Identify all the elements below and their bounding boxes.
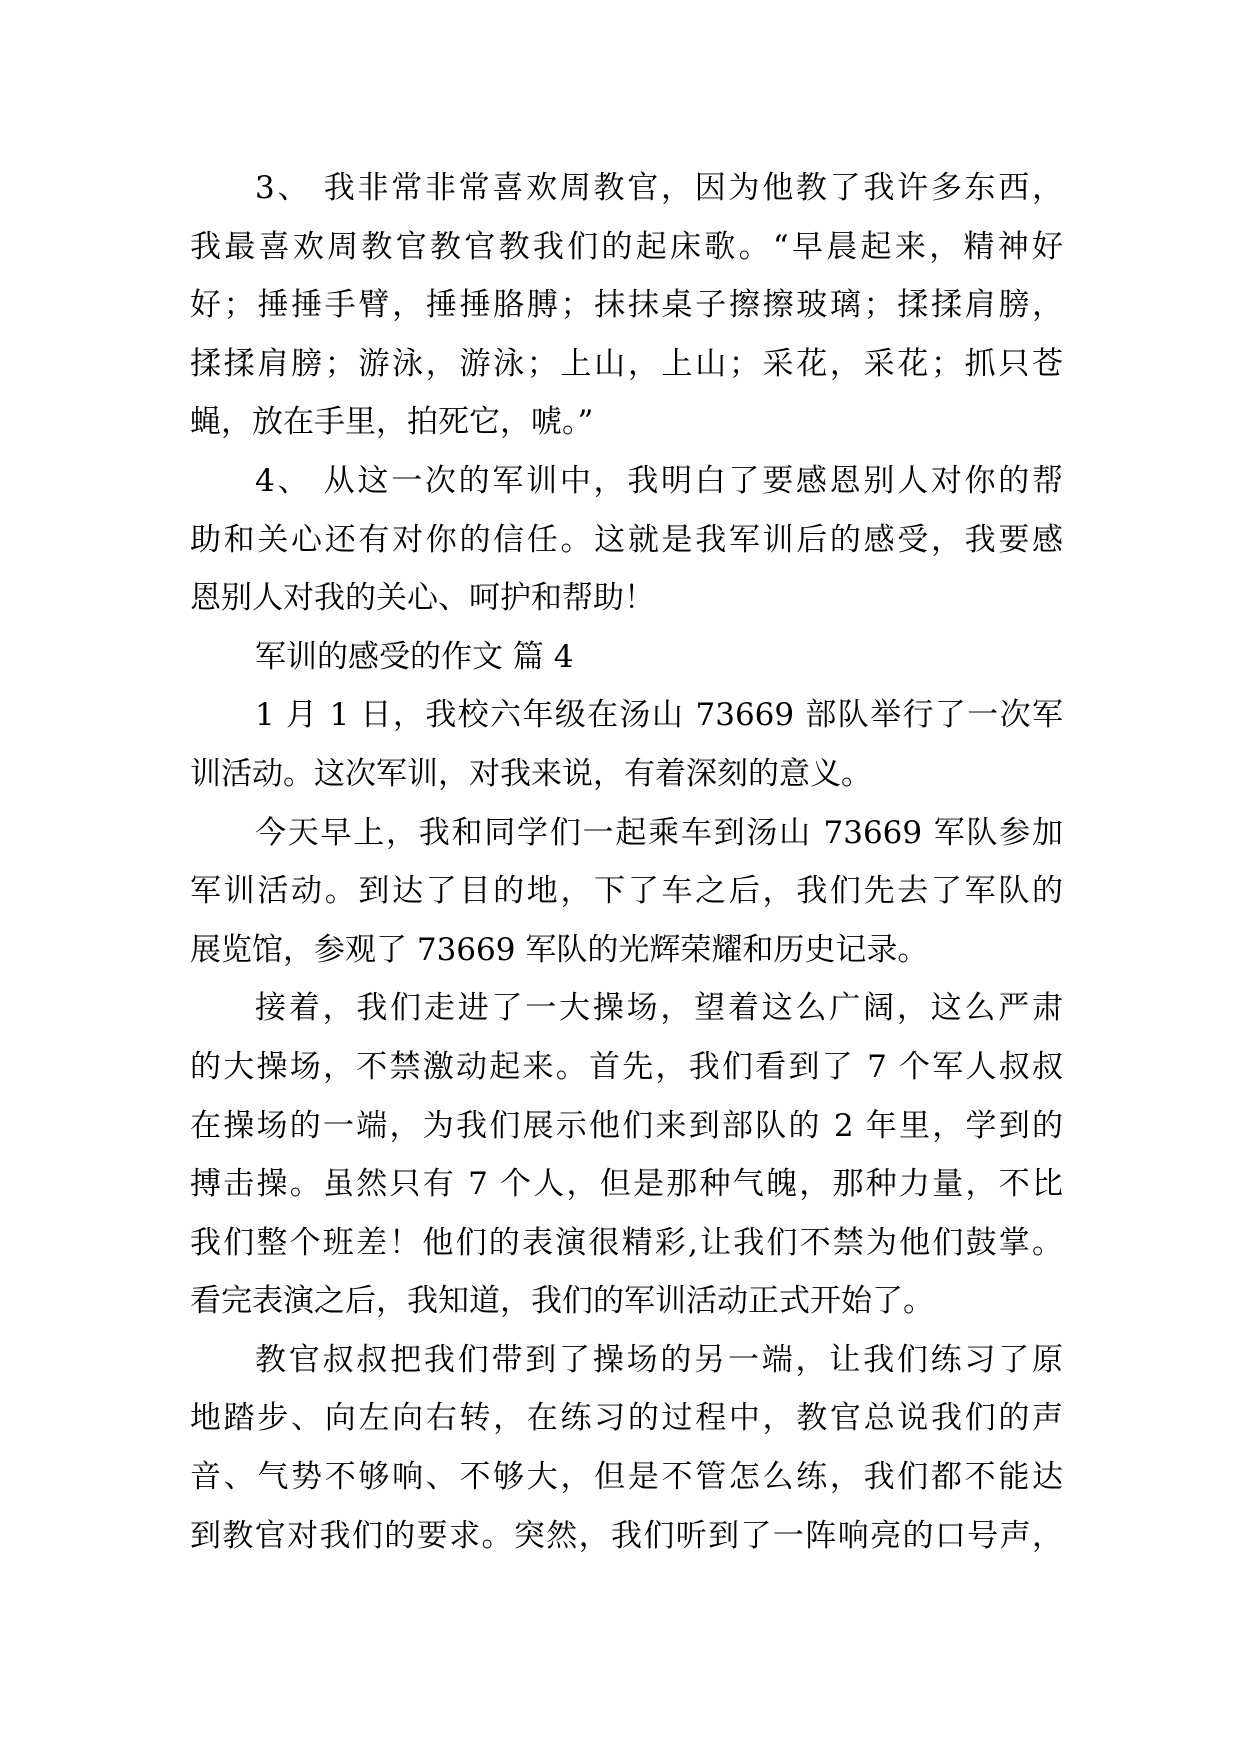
text-line: 地踏步、向左向右转，在练习的过程中，教官总说我们的声 <box>190 1400 1063 1437</box>
text-line: 助和关心还有对你的信任。这就是我军训后的感受，我要感 <box>190 521 1063 558</box>
essay-title <box>190 628 1063 687</box>
text-column <box>190 159 1063 1565</box>
paragraph-item-3 <box>190 159 1063 452</box>
text-line: 3、 我非常非常喜欢周教官，因为他教了我许多东西， <box>255 170 1063 206</box>
text-line: 好；捶捶手臂，捶捶胳膊；抹抹桌子擦擦玻璃；揉揉肩膀， <box>190 287 1063 324</box>
text-line: 接着，我们走进了一大操场，望着这么广阔，这么严肃 <box>255 990 1063 1027</box>
text-line: 今天早上，我和同学们一起乘车到汤山 73669 军队参加 <box>255 814 1063 851</box>
text-line: 揉揉肩膀；游泳，游泳；上山，上山；采花，采花；抓只苍 <box>190 345 1063 382</box>
essay-paragraph-3 <box>190 979 1063 1331</box>
text-line: 1 月 1 日，我校六年级在汤山 73669 部队举行了一次军 <box>255 697 1063 734</box>
text-line: 的大操场，不禁激动起来。首先，我们看到了 7 个军人叔叔 <box>190 1048 1063 1085</box>
text-line: 军训活动。到达了目的地，下了车之后，我们先去了军队的 <box>190 873 1063 910</box>
text-line: 展览馆，参观了 73669 军队的光辉荣耀和历史记录。 <box>190 931 929 968</box>
essay-title-text: 军训的感受的作文 篇 4 <box>255 638 574 675</box>
text-line: 蝇，放在手里，拍死它，唬。” <box>190 404 594 441</box>
text-line: 4、 从这一次的军训中，我明白了要感恩别人对你的帮 <box>255 462 1063 499</box>
text-line: 在操场的一端，为我们展示他们来到部队的 2 年里，学到的 <box>190 1107 1063 1144</box>
essay-paragraph-1 <box>190 686 1063 803</box>
text-line: 到教官对我们的要求。突然，我们听到了一阵响亮的口号声， <box>190 1517 1063 1554</box>
essay-paragraph-4 <box>190 1331 1063 1565</box>
essay-paragraph-2 <box>190 804 1063 980</box>
text-line: 我们整个班差！他们的表演很精彩,让我们不禁为他们鼓掌。 <box>190 1224 1063 1261</box>
text-line: 训活动。这次军训，对我来说，有着深刻的意义。 <box>190 755 872 792</box>
text-line: 音、气势不够响、不够大，但是不管怎么练，我们都不能达 <box>190 1459 1063 1496</box>
text-line: 看完表演之后，我知道，我们的军训活动正式开始了。 <box>190 1283 934 1320</box>
text-line: 搏击操。虽然只有 7 个人，但是那种气魄，那种力量，不比 <box>190 1166 1063 1203</box>
text-line: 我最喜欢周教官教官教我们的起床歌。“早晨起来，精神好 <box>190 228 1063 265</box>
text-line: 恩别人对我的关心、呵护和帮助！ <box>190 580 655 617</box>
text-line: 教官叔叔把我们带到了操场的另一端，让我们练习了原 <box>255 1341 1063 1378</box>
paragraph-item-4 <box>190 452 1063 628</box>
